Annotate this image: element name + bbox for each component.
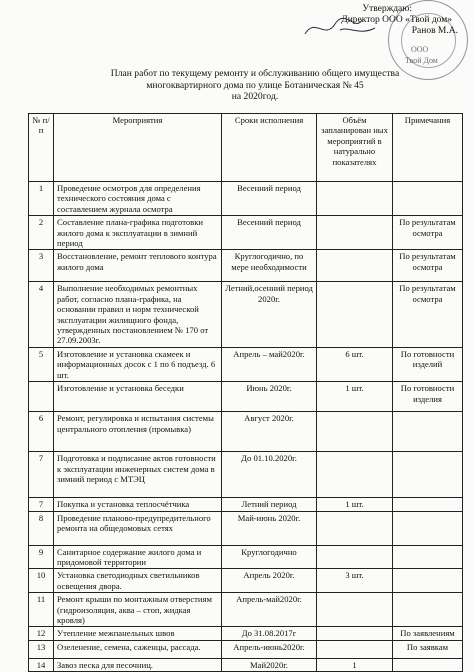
cell-event: Ремонт, регулировка и испытания системы центрального отопления (промывка) bbox=[54, 412, 222, 452]
cell-event: Завоз песка для песочниц. bbox=[54, 658, 222, 671]
stamp-text-2: Твой Дом bbox=[405, 56, 438, 65]
cell-event: Проведение осмотров для определения технического состояния дома с составлением журнала осмотра bbox=[54, 182, 222, 216]
cell-term: Апрель-май2020г. bbox=[222, 593, 317, 627]
cell-term: Круглогодично bbox=[222, 545, 317, 569]
cell-num: 14 bbox=[29, 658, 54, 671]
cell-event: Составление плана-графика подготовки жилого дома к эксплуатации в зимний период bbox=[54, 216, 222, 250]
cell-num: 13 bbox=[29, 640, 54, 658]
cell-volume bbox=[317, 216, 393, 250]
table-row bbox=[29, 182, 463, 216]
cell-note bbox=[393, 511, 463, 545]
cell-note: По готовности изделий bbox=[393, 347, 463, 381]
table-row bbox=[29, 412, 463, 452]
cell-num: 9 bbox=[29, 545, 54, 569]
table-row bbox=[29, 382, 463, 412]
cell-term: Летний период bbox=[222, 498, 317, 511]
header-num: № п/п bbox=[29, 114, 54, 182]
cell-num: 8 bbox=[29, 511, 54, 545]
approval-line-1: Утверждаю: bbox=[362, 4, 412, 14]
cell-term: Весенний период bbox=[222, 182, 317, 216]
table-row bbox=[29, 216, 463, 250]
cell-term: Круглогодично, по мере необходимости bbox=[222, 250, 317, 282]
cell-term: Апрель – май2020г. bbox=[222, 347, 317, 381]
cell-note bbox=[393, 182, 463, 216]
header-note: Примечания bbox=[393, 114, 463, 182]
cell-volume bbox=[317, 545, 393, 569]
cell-num: 3 bbox=[29, 250, 54, 282]
cell-term: Апрель-июнь2020г. bbox=[222, 640, 317, 658]
cell-num bbox=[29, 382, 54, 412]
cell-event: Изготовление и установка беседки bbox=[54, 382, 222, 412]
approval-line-3: Ранов М.А. bbox=[411, 26, 458, 36]
cell-note bbox=[393, 545, 463, 569]
table-row bbox=[29, 347, 463, 381]
cell-term: Весенний период bbox=[222, 216, 317, 250]
cell-volume: 1 bbox=[317, 658, 393, 671]
table-row bbox=[29, 545, 463, 569]
header-volume: Объём запланирован ных мероприятий в натурально показателях bbox=[317, 114, 393, 182]
cell-note bbox=[393, 412, 463, 452]
cell-volume bbox=[317, 282, 393, 347]
cell-event: Подготовка и подписание актов готовности к эксплуатации инженерных систем дома в зимний период с МТЭЦ bbox=[54, 452, 222, 498]
cell-volume: 3 шт. bbox=[317, 569, 393, 593]
cell-event: Озеленение, семена, саженцы, рассада. bbox=[54, 640, 222, 658]
title-line-3: на 2020год. bbox=[231, 91, 279, 102]
cell-num: 4 bbox=[29, 282, 54, 347]
cell-event: Установка светодиодных светильников освещения двора. bbox=[54, 569, 222, 593]
cell-volume bbox=[317, 452, 393, 498]
cell-num: 10 bbox=[29, 569, 54, 593]
cell-num: 2 bbox=[29, 216, 54, 250]
table-row bbox=[29, 452, 463, 498]
cell-note bbox=[393, 658, 463, 671]
signature-image bbox=[300, 12, 380, 42]
work-plan-table bbox=[28, 113, 463, 672]
cell-event: Выполнение необходимых ремонтных работ, согласно плана-графика, на основании правил и норм технической эксплуатации жилищного фонда, утвержденных постановлением № 170 от 27.09.2003г. bbox=[54, 282, 222, 347]
header-term: Сроки исполнения bbox=[222, 114, 317, 182]
cell-volume bbox=[317, 412, 393, 452]
cell-note bbox=[393, 452, 463, 498]
cell-event: Утепление межпанельных швов bbox=[54, 627, 222, 640]
cell-term: Июнь 2020г. bbox=[222, 382, 317, 412]
cell-note bbox=[393, 593, 463, 627]
cell-num: 6 bbox=[29, 412, 54, 452]
cell-note: По результатам осмотра bbox=[393, 250, 463, 282]
cell-note: По заявлениям bbox=[393, 627, 463, 640]
cell-term: Май2020г. bbox=[222, 658, 317, 671]
table-row bbox=[29, 569, 463, 593]
table-row bbox=[29, 498, 463, 511]
cell-term: Апрель 2020г. bbox=[222, 569, 317, 593]
cell-term: Май-июнь 2020г. bbox=[222, 511, 317, 545]
cell-event: Санитарное содержание жилого дома и придомовой территории bbox=[54, 545, 222, 569]
approval-line-2: Директор ООО «Твой дом» bbox=[341, 15, 452, 25]
table-row bbox=[29, 250, 463, 282]
cell-note: По результатам осмотра bbox=[393, 282, 463, 347]
cell-num: 12 bbox=[29, 627, 54, 640]
table-row bbox=[29, 658, 463, 671]
cell-event: Изготовление и установка скамеек и информационных досок с 1 по 6 подъезд. 6 шт. bbox=[54, 347, 222, 381]
cell-volume bbox=[317, 593, 393, 627]
table-row bbox=[29, 640, 463, 658]
cell-num: 7 bbox=[29, 452, 54, 498]
cell-volume: 1 шт. bbox=[317, 382, 393, 412]
cell-note bbox=[393, 498, 463, 511]
cell-num: 11 bbox=[29, 593, 54, 627]
cell-volume bbox=[317, 250, 393, 282]
stamp-text-1: ООО bbox=[411, 45, 429, 54]
cell-volume bbox=[317, 511, 393, 545]
cell-volume: 1 шт. bbox=[317, 498, 393, 511]
title-line-2: многоквартирного дома по улице Ботаническая № 45 bbox=[146, 79, 364, 91]
table-row bbox=[29, 627, 463, 640]
cell-volume bbox=[317, 640, 393, 658]
table-row bbox=[29, 511, 463, 545]
cell-volume bbox=[317, 627, 393, 640]
cell-event: Восстановление, ремонт теплового контура жилого дома bbox=[54, 250, 222, 282]
title-line-1: План работ по текущему ремонту и обслуживанию общего имущества bbox=[110, 68, 400, 79]
table-row bbox=[29, 593, 463, 627]
cell-event: Ремонт крыши по монтажным отверстиям (гидроизоляция, аква – стоп, жидкая кровля) bbox=[54, 593, 222, 627]
cell-note: По заявкам bbox=[393, 640, 463, 658]
header-event: Мероприятия bbox=[54, 114, 222, 182]
cell-note: По результатам осмотра bbox=[393, 216, 463, 250]
cell-volume: 6 шт. bbox=[317, 347, 393, 381]
cell-term: До 31.08.2017г bbox=[222, 627, 317, 640]
cell-num: 7 bbox=[29, 498, 54, 511]
cell-term: До 01.10.2020г. bbox=[222, 452, 317, 498]
cell-event: Покупка и установка теплосчётчика bbox=[54, 498, 222, 511]
cell-note bbox=[393, 569, 463, 593]
cell-num: 1 bbox=[29, 182, 54, 216]
cell-event: Проведение планово-предупредительного ремонта на общедомовых сетях bbox=[54, 511, 222, 545]
cell-num: 5 bbox=[29, 347, 54, 381]
cell-term: Летний,осенний период 2020г. bbox=[222, 282, 317, 347]
cell-volume bbox=[317, 182, 393, 216]
cell-note: По готовности изделия bbox=[393, 382, 463, 412]
document-title bbox=[100, 68, 410, 103]
table-body bbox=[29, 182, 463, 672]
cell-term: Август 2020г. bbox=[222, 412, 317, 452]
table-row bbox=[29, 282, 463, 347]
